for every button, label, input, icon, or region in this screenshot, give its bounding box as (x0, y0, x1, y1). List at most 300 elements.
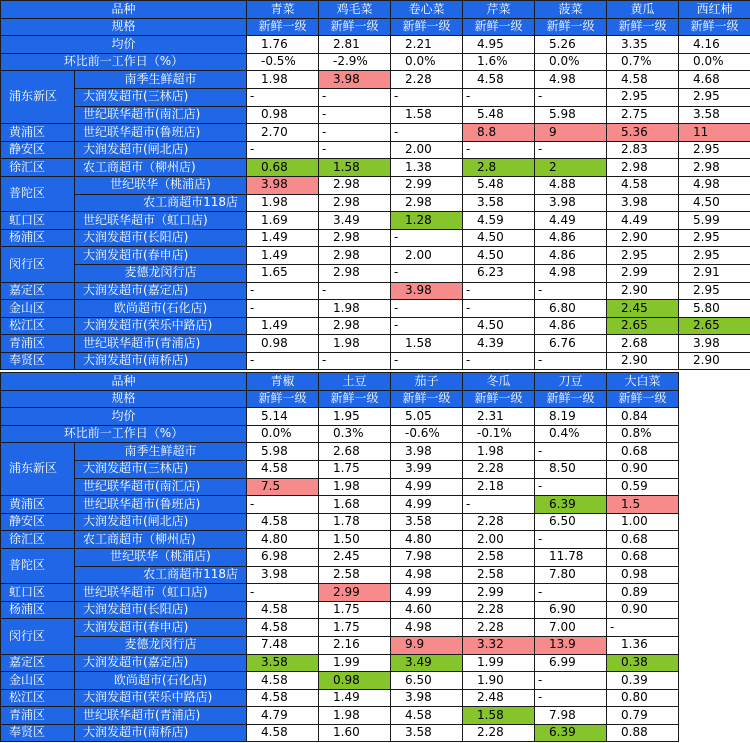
store-name-cell: 世纪联华超市（虹口店) (75, 212, 247, 230)
price-cell: 4.86 (535, 247, 607, 265)
price-cell: 4.99 (391, 496, 463, 514)
price-cell: - (391, 229, 463, 247)
price-cell: 3.98 (247, 566, 319, 584)
average-row (1, 408, 679, 426)
price-cell: 2.00 (391, 247, 463, 265)
price-cell: 4.98 (535, 71, 607, 89)
price-cell: 0.98 (247, 106, 319, 124)
price-cell: 2.58 (463, 548, 535, 566)
price-cell: 0.59 (607, 478, 679, 496)
item-name-cell: 冬瓜 (463, 373, 535, 391)
price-cell: 4.79 (247, 707, 319, 725)
store-name-cell: 大润发超市(闸北店) (75, 141, 247, 159)
store-name-cell: 大润发超市(三林店) (75, 88, 247, 106)
price-cell: 4.86 (535, 317, 607, 335)
price-cell: 2.28 (463, 460, 535, 478)
price-cell: 1.49 (247, 229, 319, 247)
price-cell: 8.8 (463, 124, 535, 142)
price-cell: 5.36 (607, 124, 679, 142)
price-cell: - (247, 584, 319, 602)
price-cell: 4.58 (607, 71, 679, 89)
price-cell: 3.58 (247, 654, 319, 672)
price-cell: 1.98 (319, 300, 391, 318)
price-cell: 2.65 (607, 317, 679, 335)
price-cell: 1.98 (319, 335, 391, 353)
spec-cell: 新鲜一级 (535, 18, 607, 36)
store-row (1, 724, 679, 742)
store-row (1, 496, 679, 514)
price-cell: 5.48 (463, 176, 535, 194)
price-cell: 2.48 (463, 689, 535, 707)
price-cell: 2.98 (319, 229, 391, 247)
price-cell: 6.39 (535, 724, 607, 742)
spec-cell: 新鲜一级 (463, 390, 535, 408)
store-row (1, 212, 750, 230)
district-cell: 黄浦区 (1, 124, 75, 142)
average-row (1, 36, 750, 54)
change-label: 环比前一工作日（%） (1, 53, 247, 71)
price-cell: 7.48 (247, 636, 319, 654)
price-cell: 4.88 (535, 176, 607, 194)
change-cell: -0.6% (391, 425, 463, 443)
price-cell: 0.79 (607, 707, 679, 725)
district-cell: 浦东新区 (1, 71, 75, 124)
price-cell: 2.99 (391, 176, 463, 194)
store-row (1, 159, 750, 177)
price-cell: - (535, 282, 607, 300)
district-cell: 黄浦区 (1, 496, 75, 514)
price-cell: 4.50 (463, 317, 535, 335)
price-cell: - (319, 141, 391, 159)
price-cell: 2.95 (679, 88, 750, 106)
change-cell: 0.0% (391, 53, 463, 71)
store-row (1, 352, 750, 370)
store-name-cell: 大润发超市(南桥店) (75, 724, 247, 742)
price-cell: - (535, 443, 607, 461)
price-cell: - (319, 282, 391, 300)
price-cell: 4.99 (391, 584, 463, 602)
store-row (1, 106, 750, 124)
price-cell: 4.98 (535, 264, 607, 282)
average-price-cell: 8.19 (535, 408, 607, 426)
store-row (1, 619, 679, 637)
price-cell: 4.80 (391, 531, 463, 549)
price-table-1 (0, 0, 750, 370)
price-cell: 13.9 (535, 636, 607, 654)
price-cell: 4.58 (607, 176, 679, 194)
price-cell: 6.23 (463, 264, 535, 282)
district-cell: 虹口区 (1, 212, 75, 230)
price-cell: 1.38 (391, 159, 463, 177)
price-cell: 1.58 (391, 106, 463, 124)
store-row (1, 460, 679, 478)
item-name-cell: 黄瓜 (607, 1, 679, 19)
average-price-cell: 5.14 (247, 408, 319, 426)
store-row (1, 335, 750, 353)
change-row (1, 53, 750, 71)
price-cell: 2.68 (319, 443, 391, 461)
price-cell: 1.65 (247, 264, 319, 282)
price-cell: 3.98 (679, 335, 750, 353)
change-cell: 0.4% (535, 425, 607, 443)
store-name-cell: 南季生鲜超市 (75, 71, 247, 89)
price-cell: 2.99 (319, 584, 391, 602)
store-name-cell: 大润发超市(荣乐中路店) (75, 689, 247, 707)
price-cell: 1.36 (607, 636, 679, 654)
price-cell: - (391, 124, 463, 142)
variety-label: 品种 (1, 373, 247, 391)
store-row (1, 141, 750, 159)
price-cell: 0.68 (247, 159, 319, 177)
price-cell: 2.98 (319, 317, 391, 335)
price-cell: 0.39 (607, 672, 679, 690)
store-name-cell: 农工商超市118店 (75, 194, 247, 212)
price-cell: 4.50 (463, 229, 535, 247)
store-row (1, 478, 679, 496)
price-cell: 6.80 (535, 300, 607, 318)
price-cell: 4.49 (535, 212, 607, 230)
store-name-cell: 大润发超市(春申店) (75, 619, 247, 637)
price-cell: 3.32 (463, 636, 535, 654)
price-cell: - (535, 689, 607, 707)
price-cell: 2.83 (607, 141, 679, 159)
price-cell: 3.58 (391, 513, 463, 531)
district-cell: 闵行区 (1, 619, 75, 654)
price-cell: 1.98 (463, 443, 535, 461)
price-cell: 6.39 (535, 496, 607, 514)
price-cell: 3.98 (391, 689, 463, 707)
store-row (1, 88, 750, 106)
price-cell: - (535, 352, 607, 370)
store-name-cell: 麦德龙闵行店 (75, 264, 247, 282)
price-cell: 5.98 (247, 443, 319, 461)
store-name-cell: 欧尚超市(石化店) (75, 300, 247, 318)
price-cell: 3.98 (391, 443, 463, 461)
district-cell: 普陀区 (1, 176, 75, 211)
price-cell: 2.90 (607, 352, 679, 370)
price-cell: 2.28 (463, 513, 535, 531)
price-cell: 3.98 (391, 282, 463, 300)
store-row (1, 548, 679, 566)
variety-header-row (1, 373, 679, 391)
price-cell: 1.49 (319, 689, 391, 707)
price-cell: 2.95 (679, 229, 750, 247)
item-name-cell: 土豆 (319, 373, 391, 391)
store-row (1, 531, 679, 549)
price-cell: 1.75 (319, 460, 391, 478)
price-cell: 6.50 (535, 513, 607, 531)
price-cell: - (247, 352, 319, 370)
store-name-cell: 世纪联华（桃浦店) (75, 548, 247, 566)
store-name-cell: 南季生鲜超市 (75, 443, 247, 461)
price-cell: 2.95 (607, 88, 679, 106)
spec-cell: 新鲜一级 (319, 390, 391, 408)
price-cell: 2.28 (391, 71, 463, 89)
store-row (1, 194, 750, 212)
price-cell: - (535, 531, 607, 549)
price-cell: 0.98 (247, 335, 319, 353)
average-price-cell: 2.81 (319, 36, 391, 54)
store-row (1, 513, 679, 531)
variety-header-row (1, 1, 750, 19)
price-cell: 5.48 (463, 106, 535, 124)
spec-cell: 新鲜一级 (319, 18, 391, 36)
price-cell: 4.59 (463, 212, 535, 230)
change-cell: 0.0% (247, 425, 319, 443)
price-cell: 1.90 (463, 672, 535, 690)
price-cell: 7.5 (247, 478, 319, 496)
average-price-cell: 2.31 (463, 408, 535, 426)
price-cell: 2.95 (679, 282, 750, 300)
price-cell: 2.28 (463, 619, 535, 637)
district-cell: 闵行区 (1, 247, 75, 282)
store-row (1, 672, 679, 690)
price-cell: - (463, 300, 535, 318)
price-cell: 7.00 (535, 619, 607, 637)
price-cell: 1.98 (247, 194, 319, 212)
price-cell: - (463, 352, 535, 370)
change-cell: 1.6% (463, 53, 535, 71)
average-price-cell: 4.16 (679, 36, 750, 54)
change-cell: -0.1% (463, 425, 535, 443)
price-cell: 1.99 (319, 654, 391, 672)
store-row (1, 636, 679, 654)
price-cell: 2.90 (679, 352, 750, 370)
price-cell: 0.80 (607, 689, 679, 707)
district-cell: 徐汇区 (1, 531, 75, 549)
price-cell: 2.95 (607, 247, 679, 265)
store-row (1, 282, 750, 300)
item-name-cell: 西红柿 (679, 1, 750, 19)
price-cell: 2.98 (391, 194, 463, 212)
average-price-cell: 2.21 (391, 36, 463, 54)
price-cell: 4.58 (247, 619, 319, 637)
price-cell: 6.50 (391, 672, 463, 690)
district-cell: 金山区 (1, 300, 75, 318)
change-cell: 0.0% (535, 53, 607, 71)
district-cell: 青浦区 (1, 335, 75, 353)
price-cell: 4.58 (463, 71, 535, 89)
price-cell: 3.98 (607, 194, 679, 212)
spec-cell: 新鲜一级 (607, 18, 679, 36)
price-cell: 2.95 (679, 141, 750, 159)
average-price-cell: 5.26 (535, 36, 607, 54)
price-cell: - (463, 282, 535, 300)
price-cell: 1.58 (463, 707, 535, 725)
average-label: 均价 (1, 408, 247, 426)
store-row (1, 176, 750, 194)
store-name-cell: 农工商超市（柳州店) (75, 159, 247, 177)
store-row (1, 707, 679, 725)
price-cell: 0.68 (607, 443, 679, 461)
price-cell: 1.00 (607, 513, 679, 531)
store-name-cell: 农工商超市118店 (75, 566, 247, 584)
price-cell: 4.39 (463, 335, 535, 353)
price-cell: - (535, 584, 607, 602)
item-name-cell: 青菜 (247, 1, 319, 19)
price-cell: 0.68 (607, 531, 679, 549)
average-label: 均价 (1, 36, 247, 54)
price-cell: 4.58 (247, 601, 319, 619)
store-name-cell: 大润发超市(春申店) (75, 247, 247, 265)
price-cell: 2.98 (319, 264, 391, 282)
price-cell: 1.98 (319, 478, 391, 496)
store-name-cell: 大润发超市(长阳店) (75, 601, 247, 619)
price-cell: 4.49 (607, 212, 679, 230)
price-cell: 8.50 (535, 460, 607, 478)
price-cell: 2.28 (463, 724, 535, 742)
price-cell: 4.68 (679, 71, 750, 89)
price-cell: 1.98 (247, 71, 319, 89)
price-cell: 1.69 (247, 212, 319, 230)
average-price-cell: 1.76 (247, 36, 319, 54)
price-cell: 3.98 (247, 176, 319, 194)
price-cell: 4.86 (535, 229, 607, 247)
average-price-cell: 1.95 (319, 408, 391, 426)
price-cell: - (319, 106, 391, 124)
item-name-cell: 大白菜 (607, 373, 679, 391)
district-cell: 普陀区 (1, 548, 75, 583)
price-cell: 5.99 (679, 212, 750, 230)
price-cell: - (535, 478, 607, 496)
store-name-cell: 大润发超市(南桥店) (75, 352, 247, 370)
price-cell: - (607, 619, 679, 637)
price-cell: 2.90 (607, 282, 679, 300)
store-name-cell: 大润发超市(嘉定店) (75, 282, 247, 300)
price-cell: 4.98 (679, 176, 750, 194)
price-cell: 4.58 (247, 513, 319, 531)
price-cell: - (391, 264, 463, 282)
spec-cell: 新鲜一级 (535, 390, 607, 408)
price-cell: 2.18 (463, 478, 535, 496)
price-cell: 4.60 (391, 601, 463, 619)
price-cell: 0.38 (607, 654, 679, 672)
price-cell: 3.58 (463, 194, 535, 212)
price-cell: 2.75 (607, 106, 679, 124)
price-cell: 4.58 (247, 460, 319, 478)
price-cell: 6.76 (535, 335, 607, 353)
price-cell: 1.28 (391, 212, 463, 230)
store-name-cell: 世纪联华（桃浦店) (75, 176, 247, 194)
average-price-cell: 0.84 (607, 408, 679, 426)
price-cell: 0.68 (607, 548, 679, 566)
price-cell: 3.58 (391, 724, 463, 742)
change-row (1, 425, 679, 443)
store-row (1, 443, 679, 461)
price-cell: 3.99 (391, 460, 463, 478)
store-row (1, 124, 750, 142)
spec-row (1, 18, 750, 36)
price-cell: 5.98 (535, 106, 607, 124)
store-row (1, 300, 750, 318)
price-cell: 2 (535, 159, 607, 177)
store-name-cell: 世纪联华超市(青浦店) (75, 335, 247, 353)
price-cell: - (247, 141, 319, 159)
price-cell: 1.68 (319, 496, 391, 514)
district-cell: 杨浦区 (1, 229, 75, 247)
price-cell: 6.99 (535, 654, 607, 672)
average-price-cell: 4.95 (463, 36, 535, 54)
price-cell: 3.49 (319, 212, 391, 230)
store-row (1, 601, 679, 619)
price-cell: - (535, 141, 607, 159)
price-cell: 1.49 (247, 247, 319, 265)
price-cell: 0.90 (607, 460, 679, 478)
price-cell: 7.80 (535, 566, 607, 584)
item-name-cell: 卷心菜 (391, 1, 463, 19)
district-cell: 徐汇区 (1, 159, 75, 177)
price-cell: 2.91 (679, 264, 750, 282)
district-cell: 松江区 (1, 689, 75, 707)
average-price-cell: 3.35 (607, 36, 679, 54)
price-cell: 0.88 (607, 724, 679, 742)
price-cell: - (463, 496, 535, 514)
spec-cell: 新鲜一级 (247, 18, 319, 36)
price-cell: - (247, 300, 319, 318)
store-name-cell: 大润发超市(嘉定店) (75, 654, 247, 672)
store-row (1, 566, 679, 584)
district-cell: 浦东新区 (1, 443, 75, 496)
price-cell: 4.58 (391, 707, 463, 725)
price-cell: - (319, 124, 391, 142)
change-cell: 0.3% (319, 425, 391, 443)
price-cell: 2.90 (607, 229, 679, 247)
price-cell: - (463, 141, 535, 159)
price-cell: - (391, 317, 463, 335)
store-name-cell: 大润发超市(长阳店) (75, 229, 247, 247)
price-cell: 3.58 (679, 106, 750, 124)
price-cell: - (319, 352, 391, 370)
district-cell: 虹口区 (1, 584, 75, 602)
price-cell: 1.60 (319, 724, 391, 742)
item-name-cell: 茄子 (391, 373, 463, 391)
average-price-cell: 5.05 (391, 408, 463, 426)
price-cell: 11.78 (535, 548, 607, 566)
price-cell: 3.98 (319, 71, 391, 89)
price-cell: 2.98 (679, 159, 750, 177)
spec-cell: 新鲜一级 (679, 18, 750, 36)
store-name-cell: 世纪联华超市(鲁班店) (75, 124, 247, 142)
price-cell: 4.80 (247, 531, 319, 549)
price-cell: 2.70 (247, 124, 319, 142)
spec-cell: 新鲜一级 (391, 390, 463, 408)
store-name-cell: 麦德龙闵行店 (75, 636, 247, 654)
district-cell: 杨浦区 (1, 601, 75, 619)
price-cell: 4.98 (391, 619, 463, 637)
price-table-2 (0, 372, 679, 742)
price-cell: - (247, 496, 319, 514)
change-cell: 0.8% (607, 425, 679, 443)
price-cell: 7.98 (391, 548, 463, 566)
spec-cell: 新鲜一级 (463, 18, 535, 36)
price-cell: 9 (535, 124, 607, 142)
price-cell: 1.49 (247, 317, 319, 335)
price-cell: 5.80 (679, 300, 750, 318)
price-cell: 1.58 (319, 159, 391, 177)
price-cell: - (535, 88, 607, 106)
change-cell: 0.7% (607, 53, 679, 71)
store-row (1, 584, 679, 602)
store-name-cell: 世纪联华超市(南汇店) (75, 478, 247, 496)
item-name-cell: 鸡毛菜 (319, 1, 391, 19)
change-cell: -2.9% (319, 53, 391, 71)
store-row (1, 229, 750, 247)
store-name-cell: 大润发超市(荣乐中路店) (75, 317, 247, 335)
district-cell: 嘉定区 (1, 654, 75, 672)
item-name-cell: 菠菜 (535, 1, 607, 19)
store-name-cell: 世纪联华超市(南汇店) (75, 106, 247, 124)
price-cell: 2.95 (679, 247, 750, 265)
